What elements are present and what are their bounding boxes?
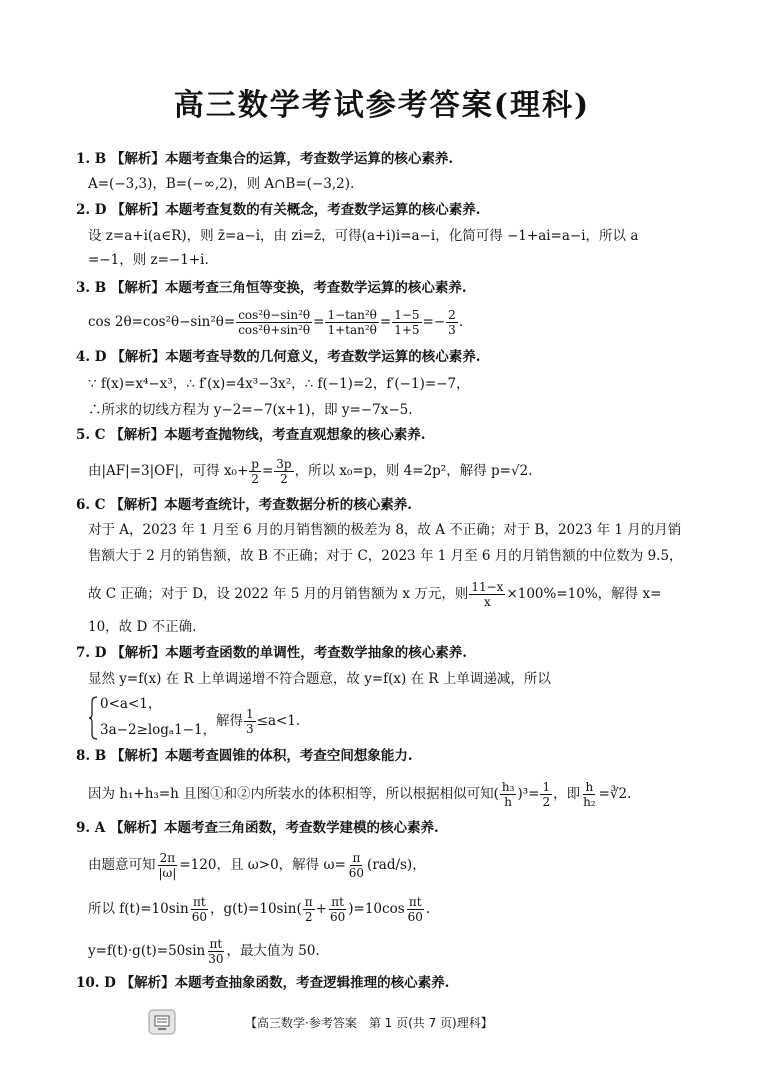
q4-line-2: ∴所求的切线方程为 y−2=−7(x+1)，即 y=−7x−5.	[88, 402, 413, 418]
q6-line-4: 10，故 D 不正确.	[88, 619, 197, 635]
q9-line-2: 所以 f(t)=10sin $\frac{\pi t}{60}$ ，g(t)=10sin( $\frac{\pi}{2}$ + $\frac{\pi t}{60}$ )=10cos $\frac{\pi t}{60}$ .	[88, 895, 431, 924]
q5-fraction-p: $\frac{p}{2}$	[251, 457, 259, 486]
q6-line-3: 故 C 正确；对于 D，设 2022 年 5 月的月销售额为 x 万元，则 $\frac{11-x}{x}$ ×100%=10%，解得 x=	[88, 580, 662, 609]
q1-header: 1. B 【解析】本题考查集合的运算，考查数学运算的核心素养.	[76, 151, 454, 167]
q7-line-1: 显然 y=f(x) 在 R 上单调递增不符合题意，故 y=f(x) 在 R 上单调递减，所以	[88, 671, 551, 687]
q6-fraction: $\frac{11-x}{x}$	[471, 580, 504, 609]
page-footer: 【高三数学·参考答案 第 1 页(共 7 页)理科】	[245, 1016, 493, 1030]
q2-header: 2. D 【解析】本题考查复数的有关概念，考查数学运算的核心素养.	[76, 202, 481, 218]
q9-fraction-6: $\frac{\pi t}{60}$	[407, 895, 423, 924]
q8-fraction-3: $\frac{h}{\text{h₂}}$	[583, 780, 596, 809]
q9-fraction-4: $\frac{\pi}{2}$	[304, 895, 313, 924]
q3-fraction-4: $\frac{2}{3}$	[448, 308, 456, 337]
q3-line-1: cos 2θ=cos²θ−sin²θ= $\frac{\text{cos²θ−sin²θ}}{\text{cos²θ+sin²θ}}$ = $\frac{\text{1−tan²θ}}{\text{1+tan²θ}}$ = $\frac{1-5}{1+5}$ =− $\frac{2}{3}$ .	[88, 308, 464, 337]
q8-fraction-2: $\frac{1}{2}$	[542, 780, 551, 809]
q2-line-2: =−1，则 z=−1+i.	[88, 252, 209, 268]
q9-fraction-2: $\frac{\pi}{60}$	[348, 851, 365, 880]
q9-fraction-3: $\frac{\pi t}{60}$	[191, 895, 207, 924]
q8-line-1: 因为 h₁+h₃=h 且图①和②内所装水的体积相等，所以根据相似可知( $\frac{\text{h₃}}{h}$ )³= $\frac{1}{2}$ ，即 $\frac{h}{\text{h₂}}$ =∛2.	[88, 780, 632, 809]
q7-line-3: 解得 $\frac{1}{3}$ ≤a<1.	[216, 707, 301, 736]
q4-line-1: ∵ f(x)=x⁴−x³，∴ f′(x)=4x³−3x²，∴ f(−1)=2，f′(−1)=−7，	[88, 376, 470, 392]
q9-header: 9. A 【解析】本题考查三角函数，考查数学建模的核心素养.	[76, 820, 439, 836]
q3-header: 3. B 【解析】本题考查三角恒等变换，考查数学运算的核心素养.	[76, 280, 467, 296]
q5-header: 5. C 【解析】本题考查抛物线，考查直观想象的核心素养.	[76, 427, 426, 443]
q7-system-2: 3a−2≥logₐ1−1，	[100, 722, 217, 738]
brace-icon	[88, 696, 98, 740]
q7-system-1: 0<a<1，	[100, 696, 162, 712]
q9-fraction-1: $\frac{2\pi}{|\omega|}$	[158, 851, 177, 880]
q6-line-1: 对于 A，2023 年 1 月至 6 月的月销售额的极差为 8，故 A 不正确；对于 B，2023 年 1 月的月销	[88, 522, 682, 538]
q9-line-3: y=f(t)·g(t)=50sin $\frac{\pi t}{30}$ ，最大值为 50.	[88, 937, 320, 966]
q5-line-1: 由|AF|=3|OF|，可得 x₀+ $\frac{p}{2}$ = $\frac{3p}{2}$ ，所以 x₀=p，则 4=2p²，解得 p=√2.	[88, 457, 533, 486]
q2-line-1: 设 z=a+i(a∈R)，则 z̄=a−i，由 zi=z̄，可得(a+i)i=a−i，化简可得 −1+ai=a−i，所以 a	[88, 228, 639, 244]
q9-fraction-5: $\frac{\pi t}{60}$	[329, 895, 346, 924]
q9-line-1: 由题意可知 $\frac{2\pi}{|\omega|}$ =120，且 ω>0，解得 ω= $\frac{\pi}{60}$ (rad/s)，	[88, 851, 426, 880]
q6-line-2: 售额大于 2 月的销售额，故 B 不正确；对于 C，2023 年 1 月至 6 月的月销售额的中位数为 9.5，	[88, 548, 683, 564]
q1-line-1: A=(−3,3)，B=(−∞,2)，则 A∩B=(−3,2).	[88, 176, 355, 192]
q3-fraction-3: $\frac{1-5}{1+5}$	[394, 308, 420, 337]
q9-fraction-7: $\frac{\pi t}{30}$	[208, 937, 224, 966]
q8-header: 8. B 【解析】本题考查圆锥的体积，考查空间想象能力.	[76, 748, 413, 764]
q3-fraction-1: $\frac{\text{cos²θ−sin²θ}}{\text{cos²θ+sin²θ}}$	[238, 308, 311, 337]
q3-fraction-2: $\frac{\text{1−tan²θ}}{\text{1+tan²θ}}$	[327, 308, 377, 337]
q6-header: 6. C 【解析】本题考查统计，考查数据分析的核心素养.	[76, 497, 412, 513]
document-icon	[148, 1009, 176, 1035]
q8-fraction-1: $\frac{\text{h₃}}{h}$	[501, 780, 515, 809]
q10-header: 10. D 【解析】本题考查抽象函数，考查逻辑推理的核心素养.	[76, 975, 450, 991]
page-title: 高三数学考试参考答案(理科)	[173, 88, 591, 123]
q5-fraction-3p: $\frac{3p}{2}$	[276, 457, 292, 486]
q7-fraction: $\frac{1}{3}$	[246, 707, 254, 736]
q4-header: 4. D 【解析】本题考查导数的几何意义，考查数学运算的核心素养.	[76, 349, 481, 365]
q7-header: 7. D 【解析】本题考查函数的单调性，考查数学抽象的核心素养.	[76, 645, 467, 661]
